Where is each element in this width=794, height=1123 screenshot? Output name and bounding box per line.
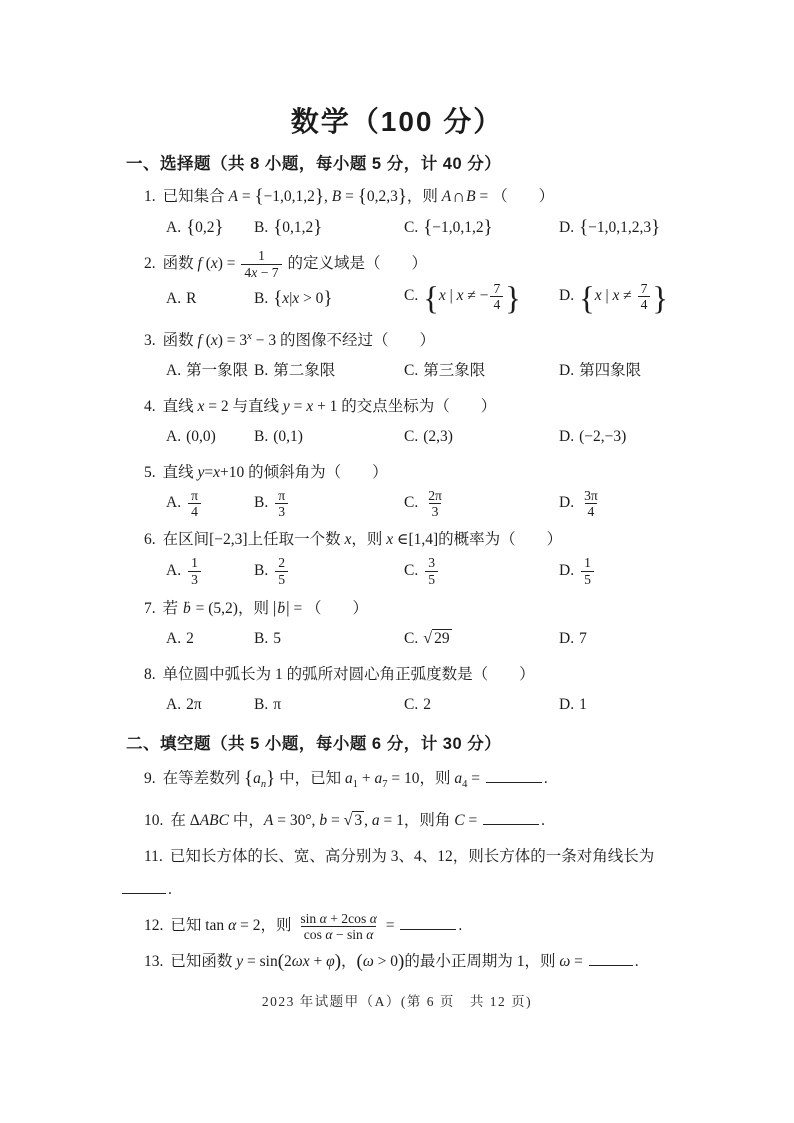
option-value: 第四象限 xyxy=(579,362,642,380)
option-value: (2,3) xyxy=(423,428,453,446)
question-number-q6: 6. xyxy=(144,531,156,549)
option-q7-D xyxy=(559,624,704,653)
option-label: A. xyxy=(166,362,182,380)
options-row-q2 xyxy=(166,281,704,316)
question-number-q10: 10. xyxy=(144,812,164,830)
question-stem-row-q12 xyxy=(144,909,704,942)
option-q2-D xyxy=(559,281,704,316)
option-label: C. xyxy=(404,630,419,648)
question-q5 xyxy=(144,458,704,520)
question-number-q4: 4. xyxy=(144,397,156,415)
option-q8-D xyxy=(559,690,704,719)
question-stem-row-q7 xyxy=(144,593,704,623)
question-number-q9: 9. xyxy=(144,769,156,787)
option-label: A. xyxy=(166,561,182,579)
question-stem-q9: 在等差数列 $\{a_n\}$ 中，已知 $a_1 + a_7 = 10$，则 $a_4$ = . xyxy=(163,770,548,787)
option-value: R xyxy=(186,289,197,307)
option-q2-B xyxy=(254,284,404,313)
option-q8-A xyxy=(166,690,254,719)
question-stem-row-q3 xyxy=(144,322,704,355)
question-stem-q12: 已知 tan α = 2，则 $\frac{\text{sin α + 2cos α}}{\text{cos α − sin α}}$ = . xyxy=(170,910,463,942)
option-value: $\frac{3}{5}$ xyxy=(423,562,440,579)
question-q2 xyxy=(144,248,704,316)
option-value: {0,1,2} xyxy=(273,216,323,238)
option-label: A. xyxy=(166,696,182,714)
option-value: $\frac{\pi}{4}$ xyxy=(186,494,203,511)
option-label: A. xyxy=(166,428,182,446)
option-label: B. xyxy=(254,218,269,236)
question-q11 xyxy=(144,840,704,906)
options-row-q1 xyxy=(166,212,704,242)
option-q3-A xyxy=(166,356,254,385)
option-value: 7 xyxy=(579,630,587,648)
option-label: D. xyxy=(559,362,575,380)
question-stem-row-q9 xyxy=(144,762,704,801)
question-stem-row-q10 xyxy=(144,804,704,837)
option-value: (−2,−3) xyxy=(579,428,627,446)
option-label: C. xyxy=(404,428,419,446)
option-value: {x | x ≠ $\frac{7}{4}$ } xyxy=(579,280,669,318)
option-value: 第二象限 xyxy=(273,362,336,380)
options-row-q4 xyxy=(166,422,704,452)
option-q8-B xyxy=(254,690,404,719)
question-number-q2: 2. xyxy=(144,254,156,272)
option-q5-C xyxy=(404,488,559,520)
question-stem-row-q2 xyxy=(144,248,704,280)
question-q10 xyxy=(144,804,704,837)
option-label: A. xyxy=(166,630,182,648)
option-label: C. xyxy=(404,287,419,305)
question-number-q13: 13. xyxy=(144,953,164,971)
option-value: {x|x > 0} xyxy=(273,287,333,309)
option-label: B. xyxy=(254,362,269,380)
page-title: 数学（100 分） xyxy=(290,106,504,137)
option-label: D. xyxy=(559,287,575,305)
option-label: B. xyxy=(254,696,269,714)
option-label: A. xyxy=(166,218,182,236)
option-value: $\frac{\pi}{3}$ xyxy=(273,494,290,511)
option-label: C. xyxy=(404,218,419,236)
option-value: $\frac{3\pi}{4}$ xyxy=(584,487,598,520)
question-stem-q5: 直线 y=x+10 的倾斜角为（ ） xyxy=(162,463,388,481)
option-q6-B xyxy=(254,555,404,587)
question-q6 xyxy=(144,525,704,587)
option-value: √ 29 xyxy=(423,630,450,648)
option-label: C. xyxy=(404,494,419,512)
option-value: 第一象限 xyxy=(186,362,249,380)
option-q1-A xyxy=(166,213,254,242)
option-label: A. xyxy=(166,494,182,512)
question-stem-row-q1 xyxy=(144,182,704,211)
option-value: $\frac{2}{5}$ xyxy=(273,562,290,579)
question-q4 xyxy=(144,392,704,452)
option-q4-B xyxy=(254,422,404,451)
option-q2-A xyxy=(166,284,254,313)
options-row-q8 xyxy=(166,690,704,720)
option-q3-D xyxy=(559,356,704,385)
question-stem-q2: 函数 f (x) = $\frac{1}{4x - 7}$ 的定义域是（ ） xyxy=(162,248,427,280)
option-label: D. xyxy=(559,561,575,579)
option-q8-C xyxy=(404,690,559,719)
option-q6-C xyxy=(404,555,559,587)
option-q6-D xyxy=(559,555,704,587)
question-stem-q4: 直线 x = 2 与直线 y = x + 1 的交点坐标为（ ） xyxy=(162,397,497,415)
question-stem-row-q6 xyxy=(144,525,704,554)
question-number-q11: 11. xyxy=(144,848,163,866)
option-value: $\frac{1}{3}$ xyxy=(186,562,203,579)
question-number-q1: 1. xyxy=(144,188,156,206)
question-number-q7: 7. xyxy=(144,599,156,617)
question-q13 xyxy=(144,945,704,978)
option-q5-A xyxy=(166,488,254,520)
option-label: B. xyxy=(254,428,269,446)
section-heading-s1: 一、选择题（共 8 小题，每小题 5 分，计 40 分） xyxy=(126,155,502,173)
question-q3 xyxy=(144,322,704,386)
option-q1-B xyxy=(254,213,404,242)
option-value: {x | x ≠ − $\frac{7}{4}$ } xyxy=(423,280,521,318)
options-row-q5 xyxy=(166,488,704,520)
question-q1 xyxy=(144,182,704,242)
option-q1-C xyxy=(404,213,559,242)
option-q3-C xyxy=(404,356,559,385)
option-value: 1 xyxy=(579,696,587,714)
question-stem-row-q4 xyxy=(144,392,704,421)
option-q7-A xyxy=(166,624,254,653)
question-number-q12: 12. xyxy=(144,917,164,935)
option-value: 第三象限 xyxy=(423,362,486,380)
question-stem-row-q13 xyxy=(144,945,704,978)
option-label: B. xyxy=(254,289,269,307)
option-label: D. xyxy=(559,428,575,446)
option-q4-D xyxy=(559,422,704,451)
option-value: 2 xyxy=(186,630,194,648)
question-stem-row-q8 xyxy=(144,660,704,689)
option-q2-C xyxy=(404,281,559,316)
question-stem-row-q11 xyxy=(144,840,704,906)
question-stem-q3: 函数 f $(x) = 3^x - 3$ 的图像不经过（ ） xyxy=(162,330,435,349)
option-label: D. xyxy=(559,696,575,714)
option-value: {−1,0,1,2} xyxy=(423,216,493,238)
options-row-q7 xyxy=(166,624,704,654)
option-q6-A xyxy=(166,555,254,587)
question-stem-row-q5 xyxy=(144,458,704,487)
option-label: C. xyxy=(404,696,419,714)
option-value: 2π xyxy=(186,696,202,714)
option-label: A. xyxy=(166,289,182,307)
question-q7 xyxy=(144,593,704,654)
option-q4-A xyxy=(166,422,254,451)
option-value: 5 xyxy=(273,630,281,648)
question-q12 xyxy=(144,909,704,942)
option-label: B. xyxy=(254,561,269,579)
question-stem-q1: 已知集合 A = {−1,0,1,2}, B = {0,2,3}，则 A∩B = （ ） xyxy=(162,186,555,208)
question-stem-q10: 在 ΔABC 中，A = 30°, b = √ 3 , a = 1，则角 C = . xyxy=(170,812,545,829)
option-value: 2 xyxy=(423,696,431,714)
option-q3-B xyxy=(254,356,404,385)
option-value: {−1,0,1,2,3} xyxy=(579,216,661,238)
option-q5-B xyxy=(254,488,404,520)
option-q7-B xyxy=(254,624,404,653)
option-label: C. xyxy=(404,362,419,380)
question-number-q5: 5. xyxy=(144,463,156,481)
option-q7-C xyxy=(404,624,559,653)
question-stem-q8: 单位圆中弧长为 1 的弧所对圆心角正弧度数是（ ） xyxy=(162,665,535,683)
option-label: C. xyxy=(404,561,419,579)
question-stem-q6: 在区间[−2,3]上任取一个数 x，则 x ∈[1,4]的概率为（ ） xyxy=(162,531,563,549)
option-value: $\frac{2\pi}{3}$ xyxy=(428,487,442,520)
question-number-q8: 8. xyxy=(144,665,156,683)
question-q8 xyxy=(144,660,704,720)
question-stem-q13: 已知函数 y = sin(2ωx + φ)，(ω > 0)的最小正周期为 1，则 ω = . xyxy=(170,953,638,970)
options-row-q3 xyxy=(166,356,704,386)
option-q4-C xyxy=(404,422,559,451)
exam-content xyxy=(128,150,704,978)
option-q1-D xyxy=(559,213,704,242)
option-value: {0,2} xyxy=(186,216,224,238)
question-number-q3: 3. xyxy=(144,331,156,349)
section-heading-s2: 二、填空题（共 5 小题，每小题 6 分，计 30 分） xyxy=(126,734,502,753)
options-row-q6 xyxy=(166,555,704,587)
option-value: (0,1) xyxy=(273,428,303,446)
question-stem-q7: 若 → b = (5,2)，则 |→ b| = （ ） xyxy=(163,600,368,617)
question-q9 xyxy=(144,762,704,801)
option-value: π xyxy=(273,696,282,714)
option-value: (0,0) xyxy=(186,428,216,446)
option-value: $\frac{1}{5}$ xyxy=(579,562,596,579)
option-label: B. xyxy=(254,494,269,512)
option-label: D. xyxy=(559,218,575,236)
option-q5-D xyxy=(559,488,704,520)
option-label: D. xyxy=(559,494,575,512)
option-label: B. xyxy=(254,630,269,648)
option-label: D. xyxy=(559,630,575,648)
question-stem-q11: 已知长方体的长、宽、高分别为 3、4、12，则长方体的一条对角线长为 . xyxy=(144,848,654,898)
page-footer: 2023 年试题甲（A）(第 6 页 共 12 页) xyxy=(261,994,533,1009)
